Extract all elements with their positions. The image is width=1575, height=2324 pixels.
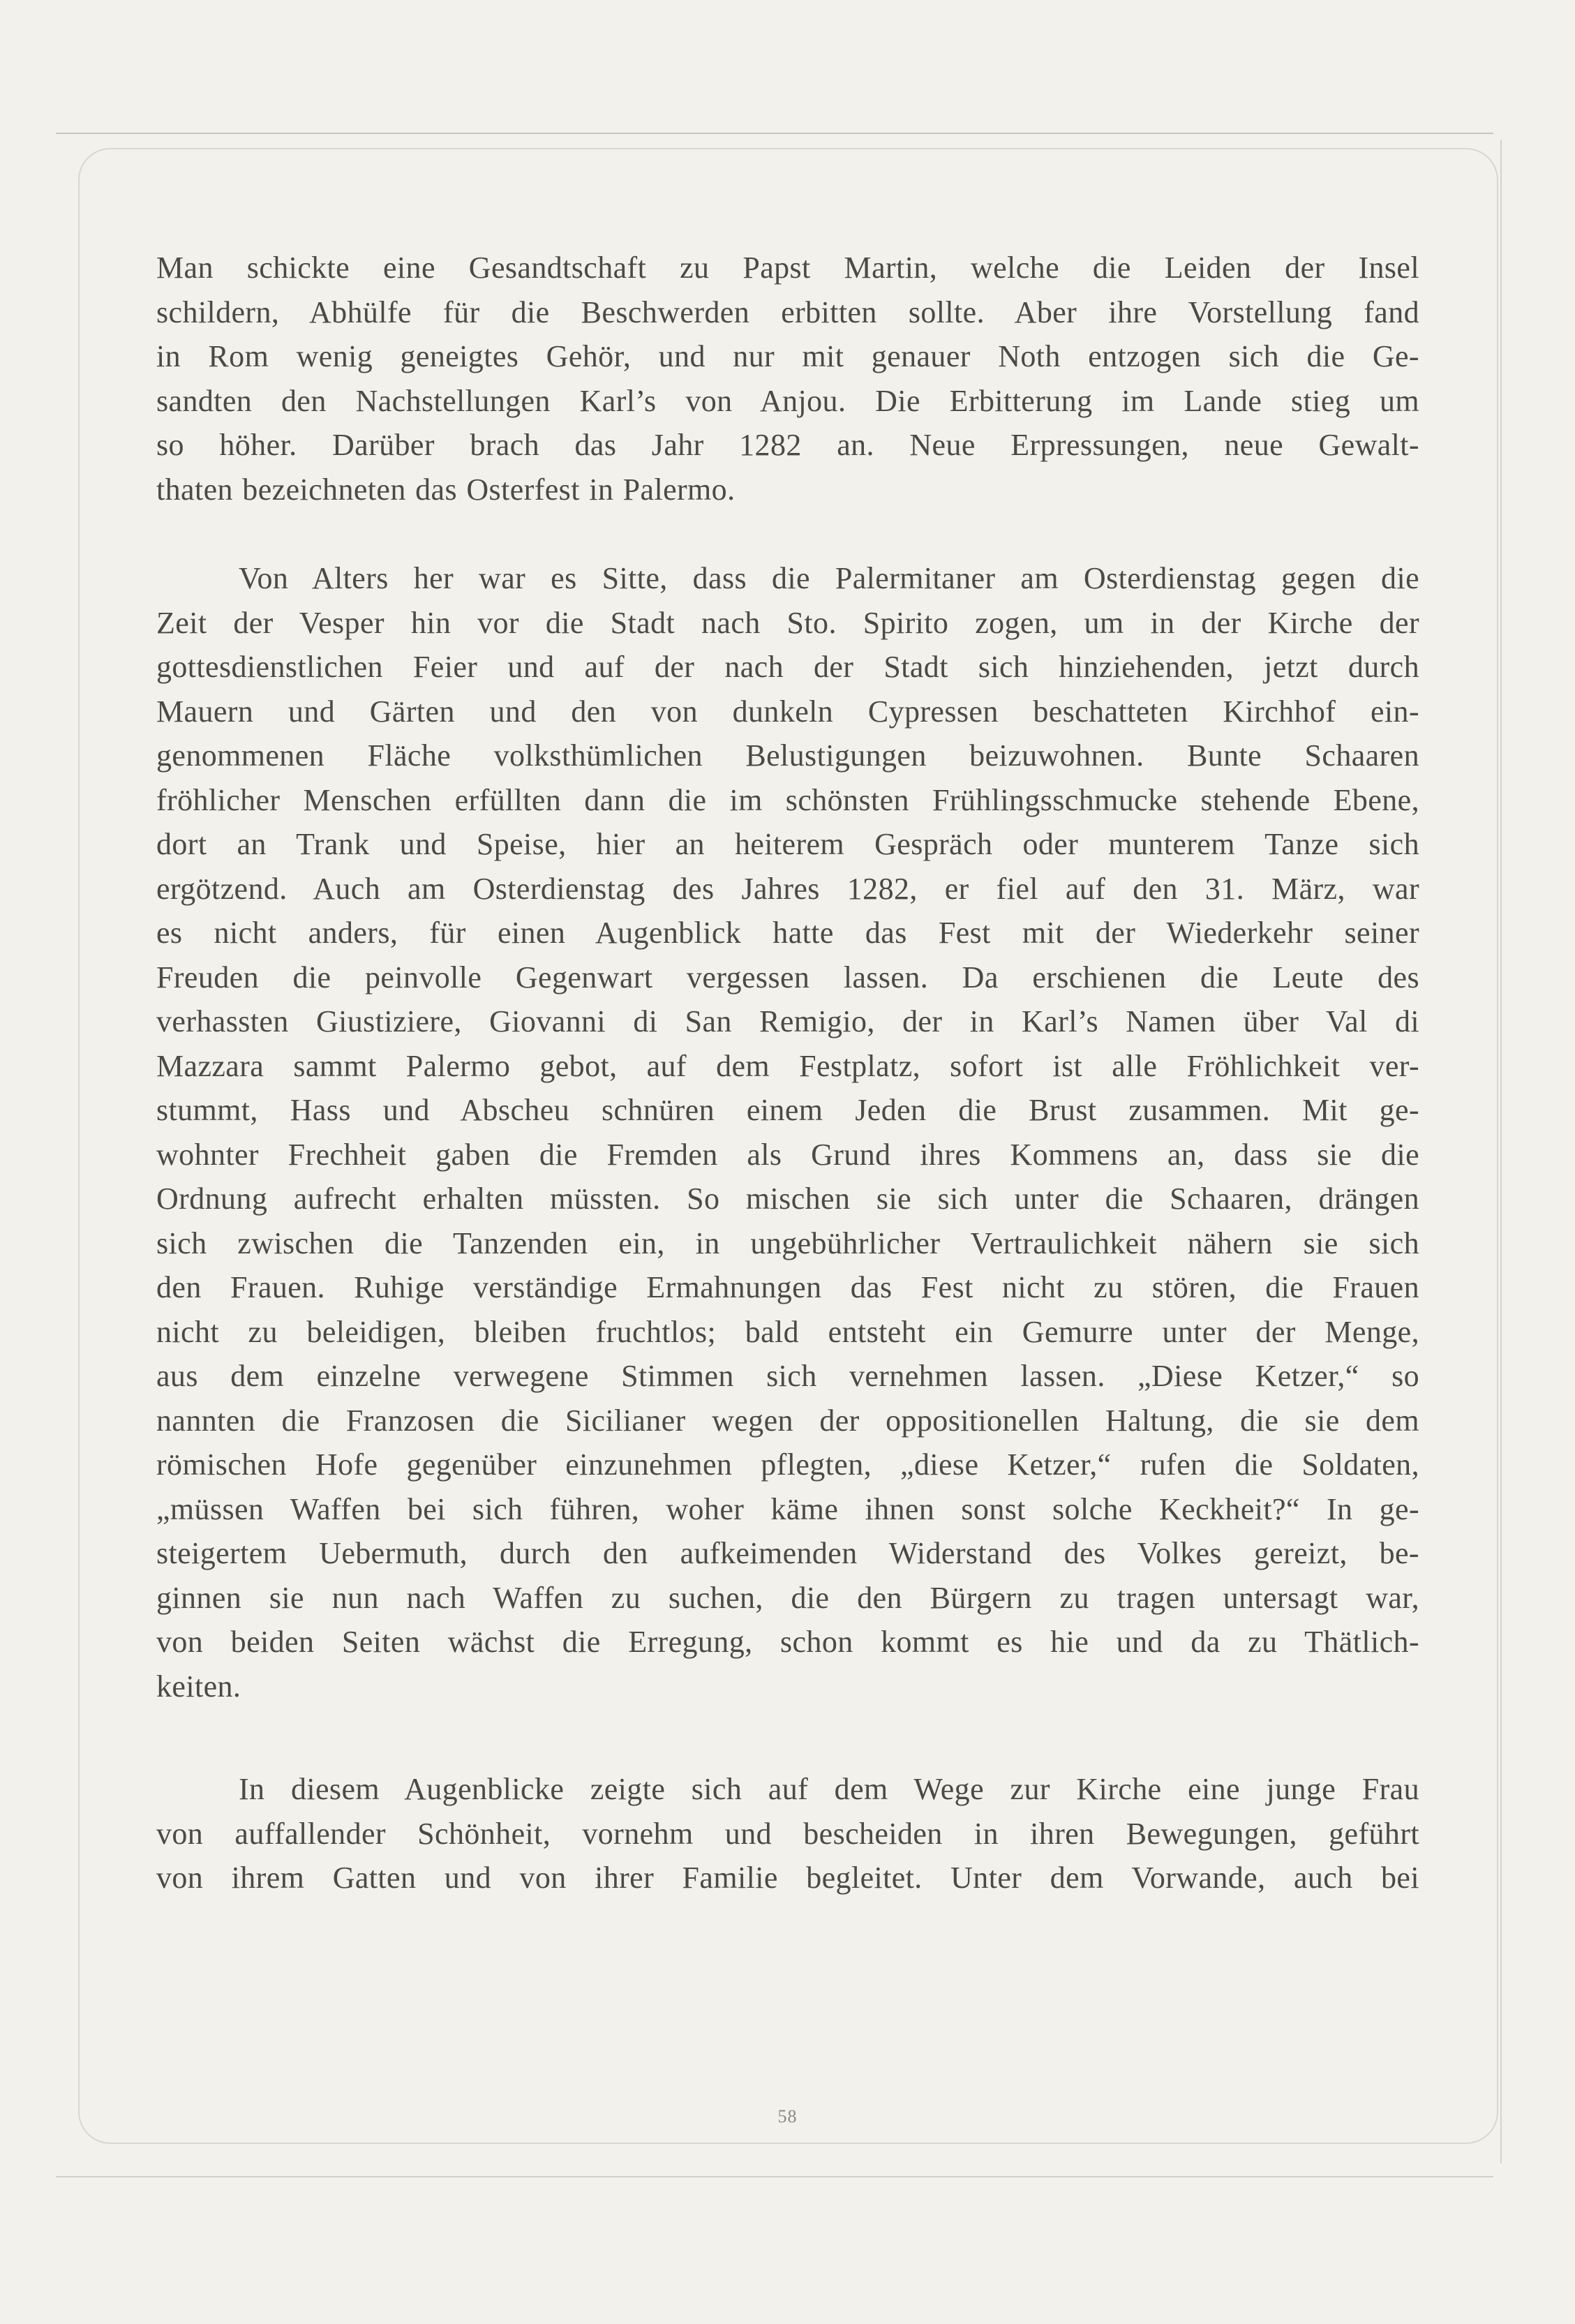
text-line: In diesem Augenblicke zeigte sich auf dem Wege zur Kirche eine junge Frau: [239, 1772, 1419, 1806]
text-line: stummt, Hass und Abscheu schnüren einem Jeden die Brust zusammen. Mit ge-: [156, 1093, 1419, 1127]
text-line: „müssen Waffen bei sich führen, woher käme ihnen sonst solche Keckheit?“ In ge-: [156, 1491, 1419, 1526]
text-line: steigertem Uebermuth, durch den aufkeimenden Widerstand des Volkes gereizt, be-: [156, 1536, 1419, 1570]
text-line: gottesdienstlichen Feier und auf der nach der Stadt sich hinziehenden, jetzt durch: [156, 650, 1419, 684]
text-line: Mauern und Gärten und den von dunkeln Cypressen beschatteten Kirchhof ein-: [156, 694, 1419, 729]
text-line: genommenen Fläche volksthümlichen Belustigungen beizuwohnen. Bunte Schaaren: [156, 738, 1419, 773]
text-line: Mazzara sammt Palermo gebot, auf dem Festplatz, sofort ist alle Fröhlichkeit ver-: [156, 1048, 1419, 1083]
text-line: sandten den Nachstellungen Karl’s von Anjou. Die Erbitterung im Lande stieg um: [156, 383, 1419, 418]
page-number: 58: [777, 2106, 798, 2126]
text-line: es nicht anders, für einen Augenblick hatte das Fest mit der Wiederkehr seiner: [156, 916, 1419, 950]
paragraph-1: [156, 246, 1419, 512]
text-line: Man schickte eine Gesandtschaft zu Papst Martin, welche die Leiden der Insel: [156, 251, 1419, 285]
text-line: von beiden Seiten wächst die Erregung, schon kommt es hie und da zu Thätlich-: [156, 1625, 1419, 1659]
paragraph-3: [156, 1767, 1419, 1900]
text-line: ergötzend. Auch am Osterdienstag des Jahres 1282, er fiel auf den 31. März, war: [156, 871, 1419, 906]
text-line: römischen Hofe gegenüber einzunehmen pflegten, „diese Ketzer,“ rufen die Soldaten,: [156, 1447, 1419, 1482]
text-line: Ordnung aufrecht erhalten müssten. So mischen sie sich unter die Schaaren, drängen: [156, 1182, 1419, 1216]
text-line: fröhlicher Menschen erfüllten dann die im schönsten Frühlingsschmucke stehende Ebene,: [156, 782, 1419, 817]
scan-edge-bottom: [56, 2176, 1493, 2177]
text-line: nicht zu beleidigen, bleiben fruchtlos; bald entsteht ein Gemurre unter der Menge,: [156, 1314, 1419, 1349]
text-line: Von Alters her war es Sitte, dass die Palermitaner am Osterdienstag gegen die: [239, 561, 1419, 595]
text-line: von auffallender Schönheit, vornehm und bescheiden in ihren Bewegungen, geführt: [156, 1816, 1419, 1851]
text-line: sich zwischen die Tanzenden ein, in ungebührlicher Vertraulichkeit nähern sie sich: [156, 1226, 1419, 1260]
text-line: Zeit der Vesper hin vor die Stadt nach Sto. Spirito zogen, um in der Kirche der: [156, 605, 1419, 640]
text-line: den Frauen. Ruhige verständige Ermahnungen das Fest nicht zu stören, die Frauen: [156, 1270, 1419, 1304]
text-line: nannten die Franzosen die Sicilianer wegen der oppositionellen Haltung, die sie dem: [156, 1403, 1419, 1438]
text-line: wohnter Frechheit gaben die Fremden als Grund ihres Kommens an, dass sie die: [156, 1137, 1419, 1172]
text-line: verhassten Giustiziere, Giovanni di San Remigio, der in Karl’s Namen über Val di: [156, 1004, 1419, 1038]
text-line: schildern, Abhülfe für die Beschwerden erbitten sollte. Aber ihre Vorstellung fand: [156, 295, 1419, 329]
text-line: thaten bezeichneten das Osterfest in Palermo.: [156, 472, 736, 507]
body-text: [156, 246, 1419, 1900]
text-line: in Rom wenig geneigtes Gehör, und nur mit genauer Noth entzogen sich die Ge-: [156, 339, 1419, 373]
scan-edge-right: [1500, 140, 1502, 2163]
text-line: Freuden die peinvolle Gegenwart vergessen lassen. Da erschienen die Leute des: [156, 960, 1419, 995]
text-line: von ihrem Gatten und von ihrer Familie begleitet. Unter dem Vorwande, auch bei: [156, 1861, 1419, 1895]
text-line: so höher. Darüber brach das Jahr 1282 an. Neue Erpressungen, neue Gewalt-: [156, 428, 1419, 462]
text-line: ginnen sie nun nach Waffen zu suchen, die den Bürgern zu tragen untersagt war,: [156, 1580, 1419, 1615]
paragraph-2: [156, 556, 1419, 1708]
text-line: dort an Trank und Speise, hier an heiterem Gespräch oder munterem Tanze sich: [156, 827, 1419, 861]
text-line: keiten.: [156, 1669, 241, 1704]
text-line: aus dem einzelne verwegene Stimmen sich vernehmen lassen. „Diese Ketzer,“ so: [156, 1359, 1419, 1393]
scan-edge-top: [56, 133, 1493, 134]
